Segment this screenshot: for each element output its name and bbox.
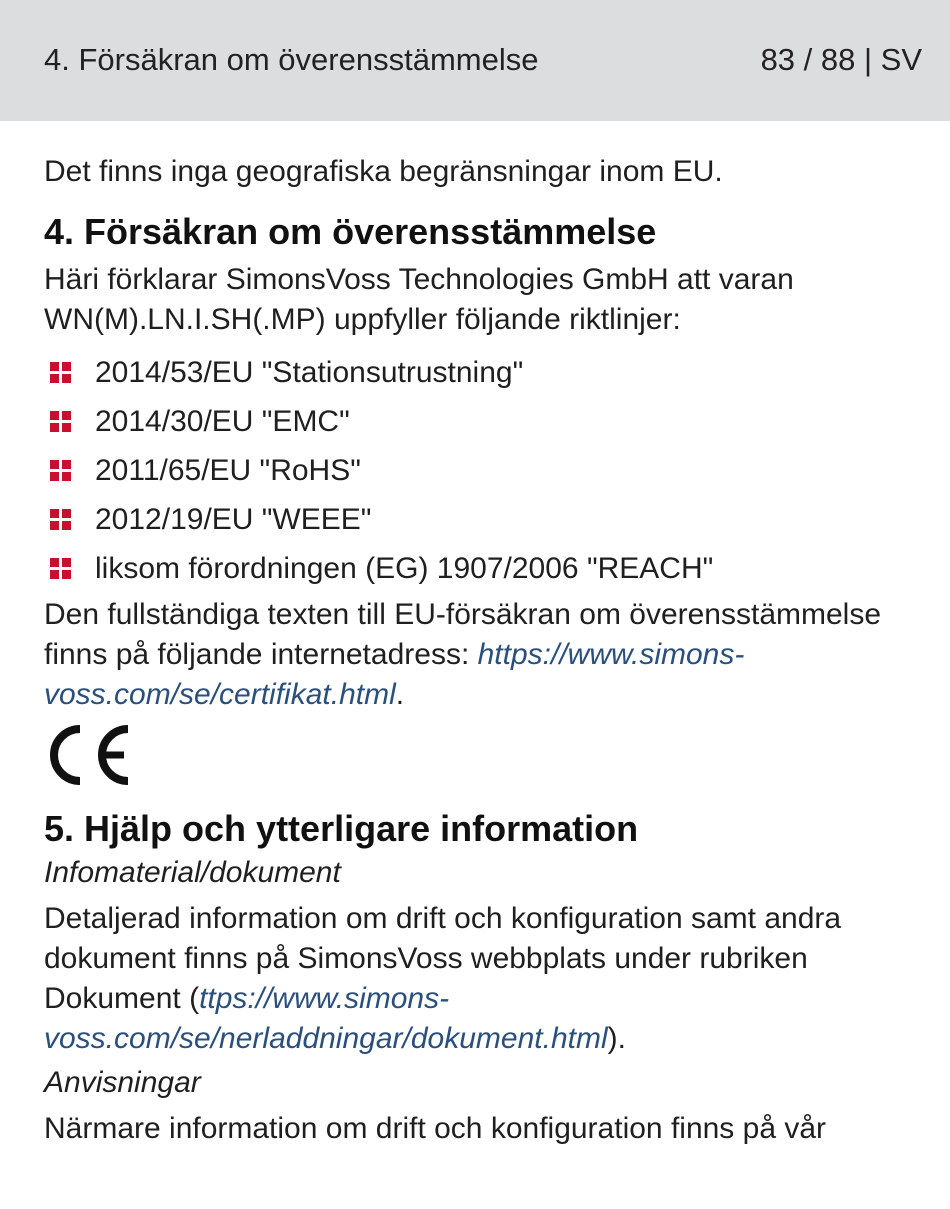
certificate-link[interactable]: https://www.simons-voss.com/se/certifikat.html (44, 638, 745, 711)
documents-paragraph (44, 899, 924, 1059)
list-item-text: 2011/65/EU "RoHS" (95, 454, 361, 487)
intro-text: Det finns inga geografiska begränsningar inom EU. (44, 155, 723, 188)
section-4-paragraph: Häri förklarar SimonsVoss Technologies GmbH att varan WN(M).LN.I.SH(.MP) uppfyller följande riktlinjer: (44, 263, 794, 336)
fulltext-paragraph (44, 595, 924, 715)
bullet-icon (50, 509, 71, 530)
page-number: 83 / 88 | SV (760, 42, 922, 77)
bullet-icon (50, 558, 71, 579)
subheading-infomaterial: Infomaterial/dokument (44, 856, 341, 889)
directive-list (44, 348, 924, 593)
ce-mark-icon (44, 723, 132, 787)
list-item-text: liksom förordningen (EG) 1907/2006 "REACH" (95, 552, 714, 585)
list-item (44, 348, 924, 397)
fulltext-prefix: Den fullständiga texten till EU-försäkran om överensstämmelse finns på följande internetadress: (44, 598, 882, 671)
instructions-paragraph: Närmare information om drift och konfiguration finns på vår (44, 1112, 827, 1145)
page-header (0, 0, 950, 121)
section-4-heading: 4. Försäkran om överensstämmelse (44, 211, 657, 252)
list-item (44, 397, 924, 446)
documents-prefix: Detaljerad information om drift och konfiguration samt andra dokument finns på SimonsVoss webbplats under rubriken Dokument ( (44, 902, 842, 1015)
fulltext-suffix: . (395, 678, 405, 711)
header-title: 4. Försäkran om överensstämmelse (44, 42, 539, 77)
list-item (44, 446, 924, 495)
list-item (44, 495, 924, 544)
list-item-text: 2014/53/EU "Stationsutrustning" (95, 356, 524, 389)
list-item-text: 2012/19/EU "WEEE" (95, 503, 372, 536)
list-item-text: 2014/30/EU "EMC" (95, 405, 350, 438)
section-5-heading: 5. Hjälp och ytterligare information (44, 808, 639, 849)
documents-suffix: ). (607, 1022, 626, 1055)
subheading-anvisningar: Anvisningar (44, 1066, 201, 1099)
documents-link[interactable]: ttps://www.simons-voss.com/se/nerladdningar/dokument.html (44, 982, 608, 1055)
document-content (44, 152, 924, 1149)
bullet-icon (50, 411, 71, 432)
list-item (44, 544, 924, 593)
bullet-icon (50, 460, 71, 481)
bullet-icon (50, 362, 71, 383)
